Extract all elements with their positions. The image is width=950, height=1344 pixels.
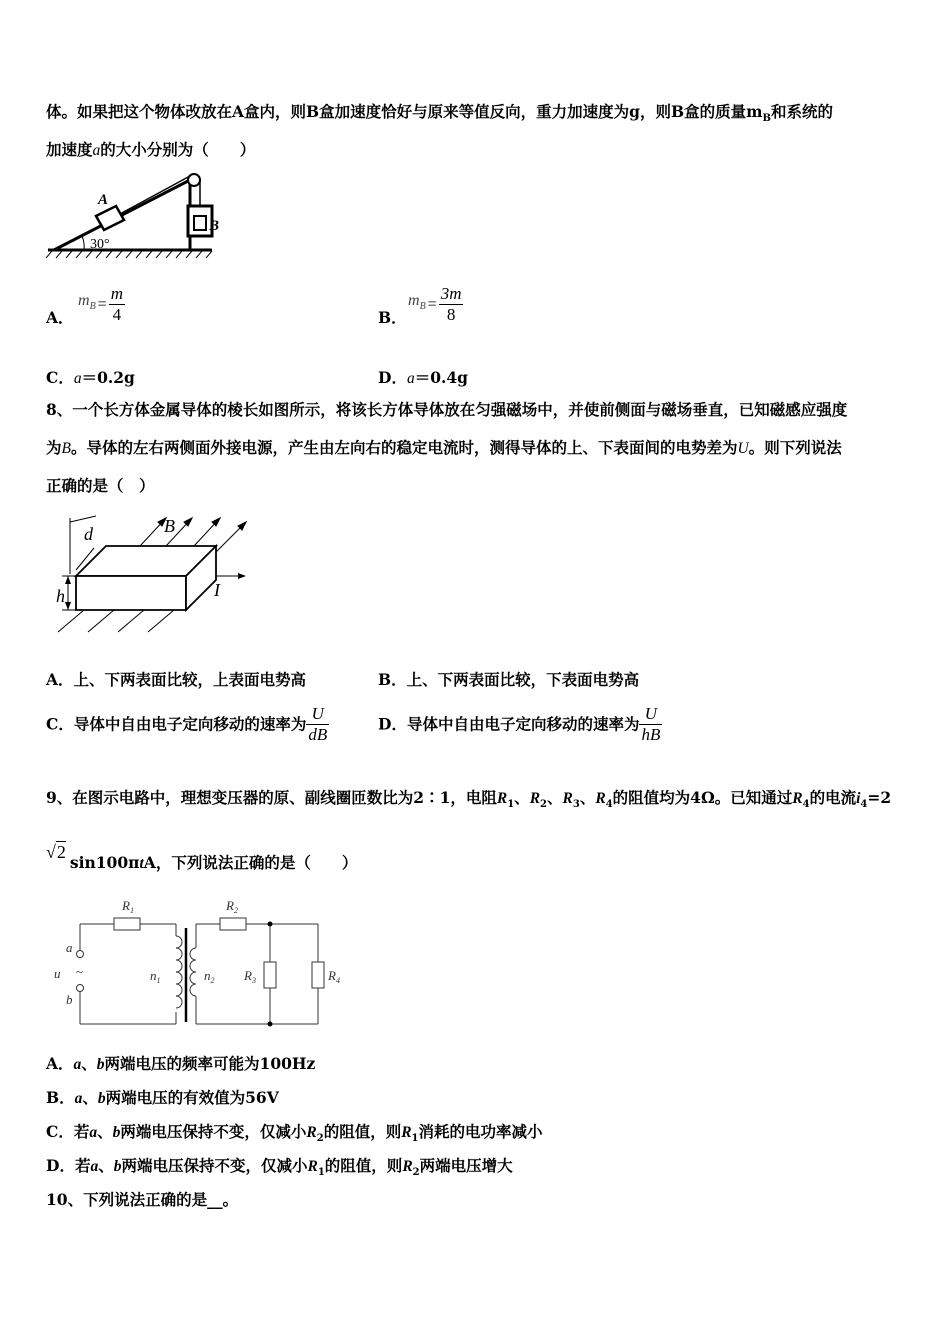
r3-resistor [264, 962, 276, 988]
q7-option-a: A． [46, 308, 74, 327]
q9-line2: √2sin100πtA，下列说法正确的是（ ） [46, 842, 358, 872]
q10-line1: 10、下列说法正确的是__。 [46, 1190, 239, 1209]
q8-option-d: D．导体中自由电子定向移动的速率为 $\frac{U}{hB}$ [378, 704, 661, 744]
label-i: I [214, 580, 220, 600]
svg-text:R4: $R_4$ [328, 968, 340, 985]
rope-incline [120, 176, 190, 214]
r4-resistor [312, 962, 324, 988]
terminal-b [77, 985, 84, 992]
q9-option-a: A．a、b两端电压的频率可能为100Hz [46, 1054, 316, 1073]
q8-option-a: A．上、下两表面比较，上表面电势高 [46, 670, 307, 689]
q9-option-b: B．a、b两端电压的有效值为56V [46, 1088, 279, 1107]
q9-option-c: C．若a、b两端电压保持不变，仅减小$R_2$的阻值，则$R_1$消耗的电功率减小 [46, 1122, 543, 1145]
r1-resistor [114, 918, 140, 930]
secondary-coil [190, 948, 196, 996]
q8-line2: 为B。导体的左右两侧面外接电源，产生由左向右的稳定电流时，测得导体的上、下表面间的电势差为U。则下列说法 [46, 438, 842, 457]
svg-text:R2: $R_2$ [226, 898, 238, 915]
q7-option-d: D．a＝0.4g [378, 368, 469, 387]
q9-line1: 9、在图示电路中，理想变压器的原、副线圈匝数比为2∶1，电阻$R_1$、$R_2$、$R_3$、$R_4$的阻值均为4Ω。已知通过$R_4$的电流$i_4=2$ [46, 788, 892, 811]
label-a: A [98, 192, 109, 208]
label-h: h [56, 586, 65, 606]
q7-line1: 体。如果把这个物体改放在A盒内，则B盒加速度恰好与原来等值反向，重力加速度为g，则B盒的质量$m_B$和系统的 [46, 102, 833, 125]
q7-line2: 加速度a的大小分别为（ ） [46, 140, 256, 159]
incline-pulley-figure [44, 168, 219, 263]
q8-line3: 正确的是（ ） [46, 476, 155, 495]
svg-text:b: b [66, 992, 73, 1007]
q7-option-c: C．a＝0.2g [46, 368, 135, 387]
terminal-a [77, 951, 84, 958]
svg-text:u: u [54, 966, 61, 981]
svg-text:n1: $n_1$ [150, 968, 161, 985]
transformer-circuit-figure [50, 892, 350, 1032]
q8-option-b: B．上、下两表面比较，下表面电势高 [378, 670, 640, 689]
svg-text:n2: $n_2$ [204, 968, 215, 985]
svg-text:R1: $R_1$ [122, 898, 134, 915]
q7-option-a-formula: $m_B$ = $\frac{m}{4}$ [78, 284, 123, 324]
label-d: d [84, 524, 93, 544]
q7-option-b: B． [378, 308, 407, 327]
conductor-block-figure [54, 512, 254, 637]
q7-option-b-formula: $m_B$ = $\frac{3m}{8}$ [408, 284, 462, 324]
svg-text:R3: $R_3$ [244, 968, 256, 985]
svg-text:a: a [66, 940, 73, 955]
q8-line1: 8、一个长方体金属导体的棱长如图所示，将该长方体导体放在匀强磁场中，并使前侧面与磁场垂直，已知磁感应强度 [46, 400, 848, 419]
angle-label: 30° [90, 237, 110, 252]
q9-option-d: D．若a、b两端电压保持不变，仅减小$R_1$的阻值，则$R_2$两端电压增大 [46, 1156, 513, 1179]
r2-resistor [220, 918, 246, 930]
primary-coil [176, 936, 182, 1008]
label-b: B [208, 218, 219, 234]
label-b-field: B [164, 516, 175, 536]
block-front [76, 576, 186, 610]
svg-text:~: ~ [76, 964, 84, 979]
q8-option-c: C．导体中自由电子定向移动的速率为 $\frac{U}{dB}$ [46, 704, 328, 744]
